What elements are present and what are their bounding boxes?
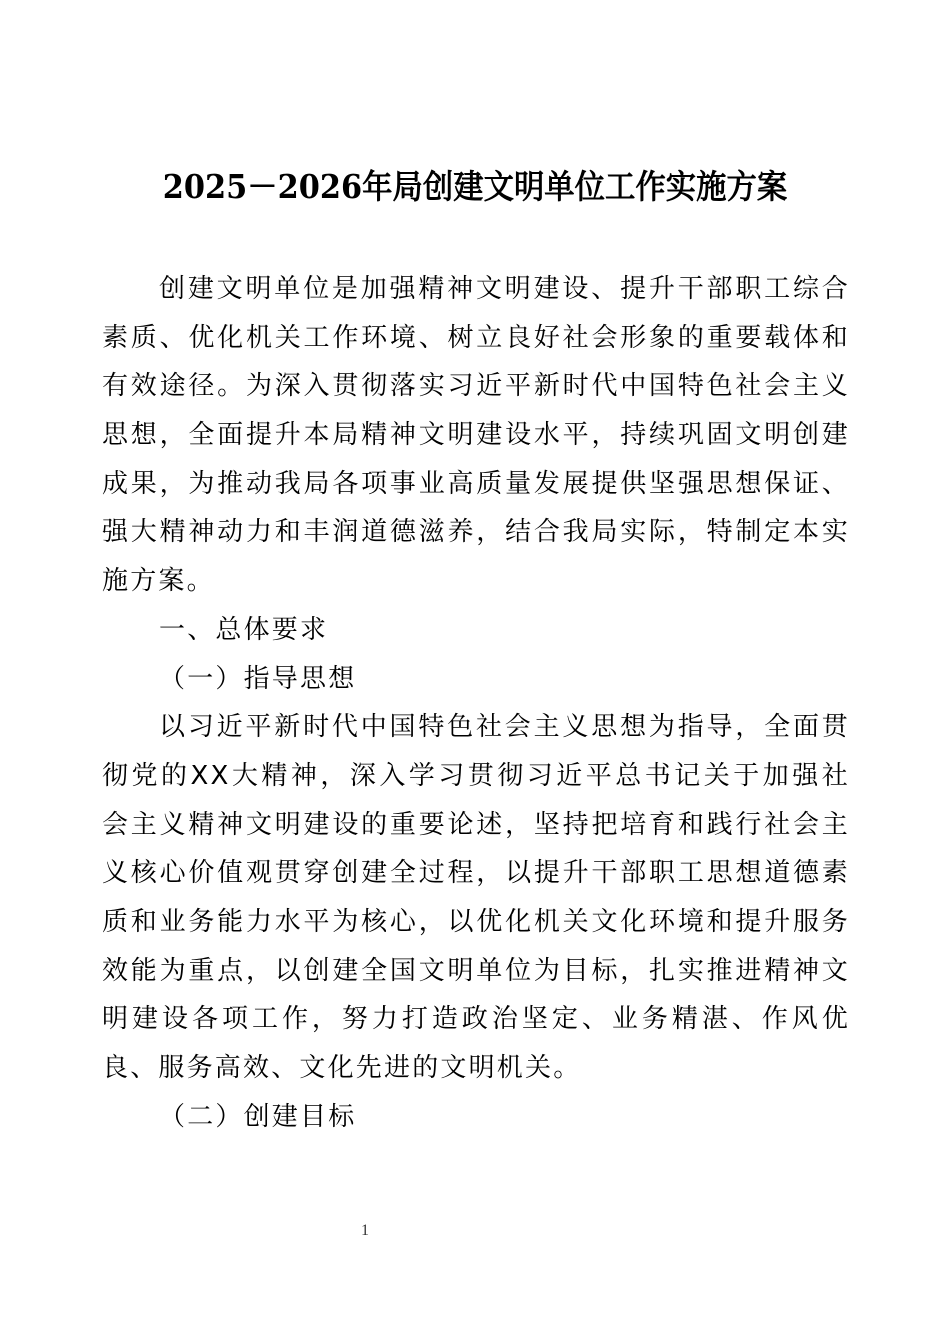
text-line: 义核心价值观贯穿创建全过程，以提升干部职工思想道德素: [102, 858, 850, 889]
text-line: 有效途径。为深入贯彻落实习近平新时代中国特色社会主义: [102, 371, 850, 402]
text-line: 效能为重点，以创建全国文明单位为目标，扎实推进精神文: [102, 955, 850, 986]
text-line: 会主义精神文明建设的重要论述，坚持把培育和践行社会主: [102, 809, 850, 840]
page-number: 1: [361, 1222, 369, 1239]
document-title: 2025－2026年局创建文明单位工作实施方案: [162, 167, 788, 206]
text-line: 施方案。: [102, 566, 215, 597]
intro-paragraph: [102, 265, 850, 606]
section-heading-general-requirements: 一、总体要求: [159, 614, 329, 645]
text-line: 成果，为推动我局各项事业高质量发展提供坚强思想保证、: [102, 468, 850, 499]
text-line: 明建设各项工作，努力打造政治坚定、业务精湛、作风优: [102, 1004, 850, 1035]
text-line: 强大精神动力和丰润道德滋养，结合我局实际，特制定本实: [102, 517, 850, 548]
text-line: 质和业务能力水平为核心，以优化机关文化环境和提升服务: [102, 906, 850, 937]
document-body: [102, 265, 850, 1141]
guiding-ideology-paragraph: [102, 703, 850, 1093]
subsection-heading-guiding-ideology: （一）指导思想: [159, 663, 357, 694]
text-line: 以习近平新时代中国特色社会主义思想为指导，全面贯: [159, 712, 850, 743]
text-line: 良、服务高效、文化先进的文明机关。: [102, 1053, 582, 1083]
text-line: 彻党的XX大精神，深入学习贯彻习近平总书记关于加强社: [102, 760, 850, 791]
subsection-heading-creation-goals: （二）创建目标: [159, 1101, 357, 1132]
text-line: 思想，全面提升本局精神文明建设水平，持续巩固文明创建: [102, 420, 850, 451]
text-line: 素质、优化机关工作环境、树立良好社会形象的重要载体和: [102, 322, 850, 353]
text-line: 创建文明单位是加强精神文明建设、提升干部职工综合: [159, 274, 850, 304]
